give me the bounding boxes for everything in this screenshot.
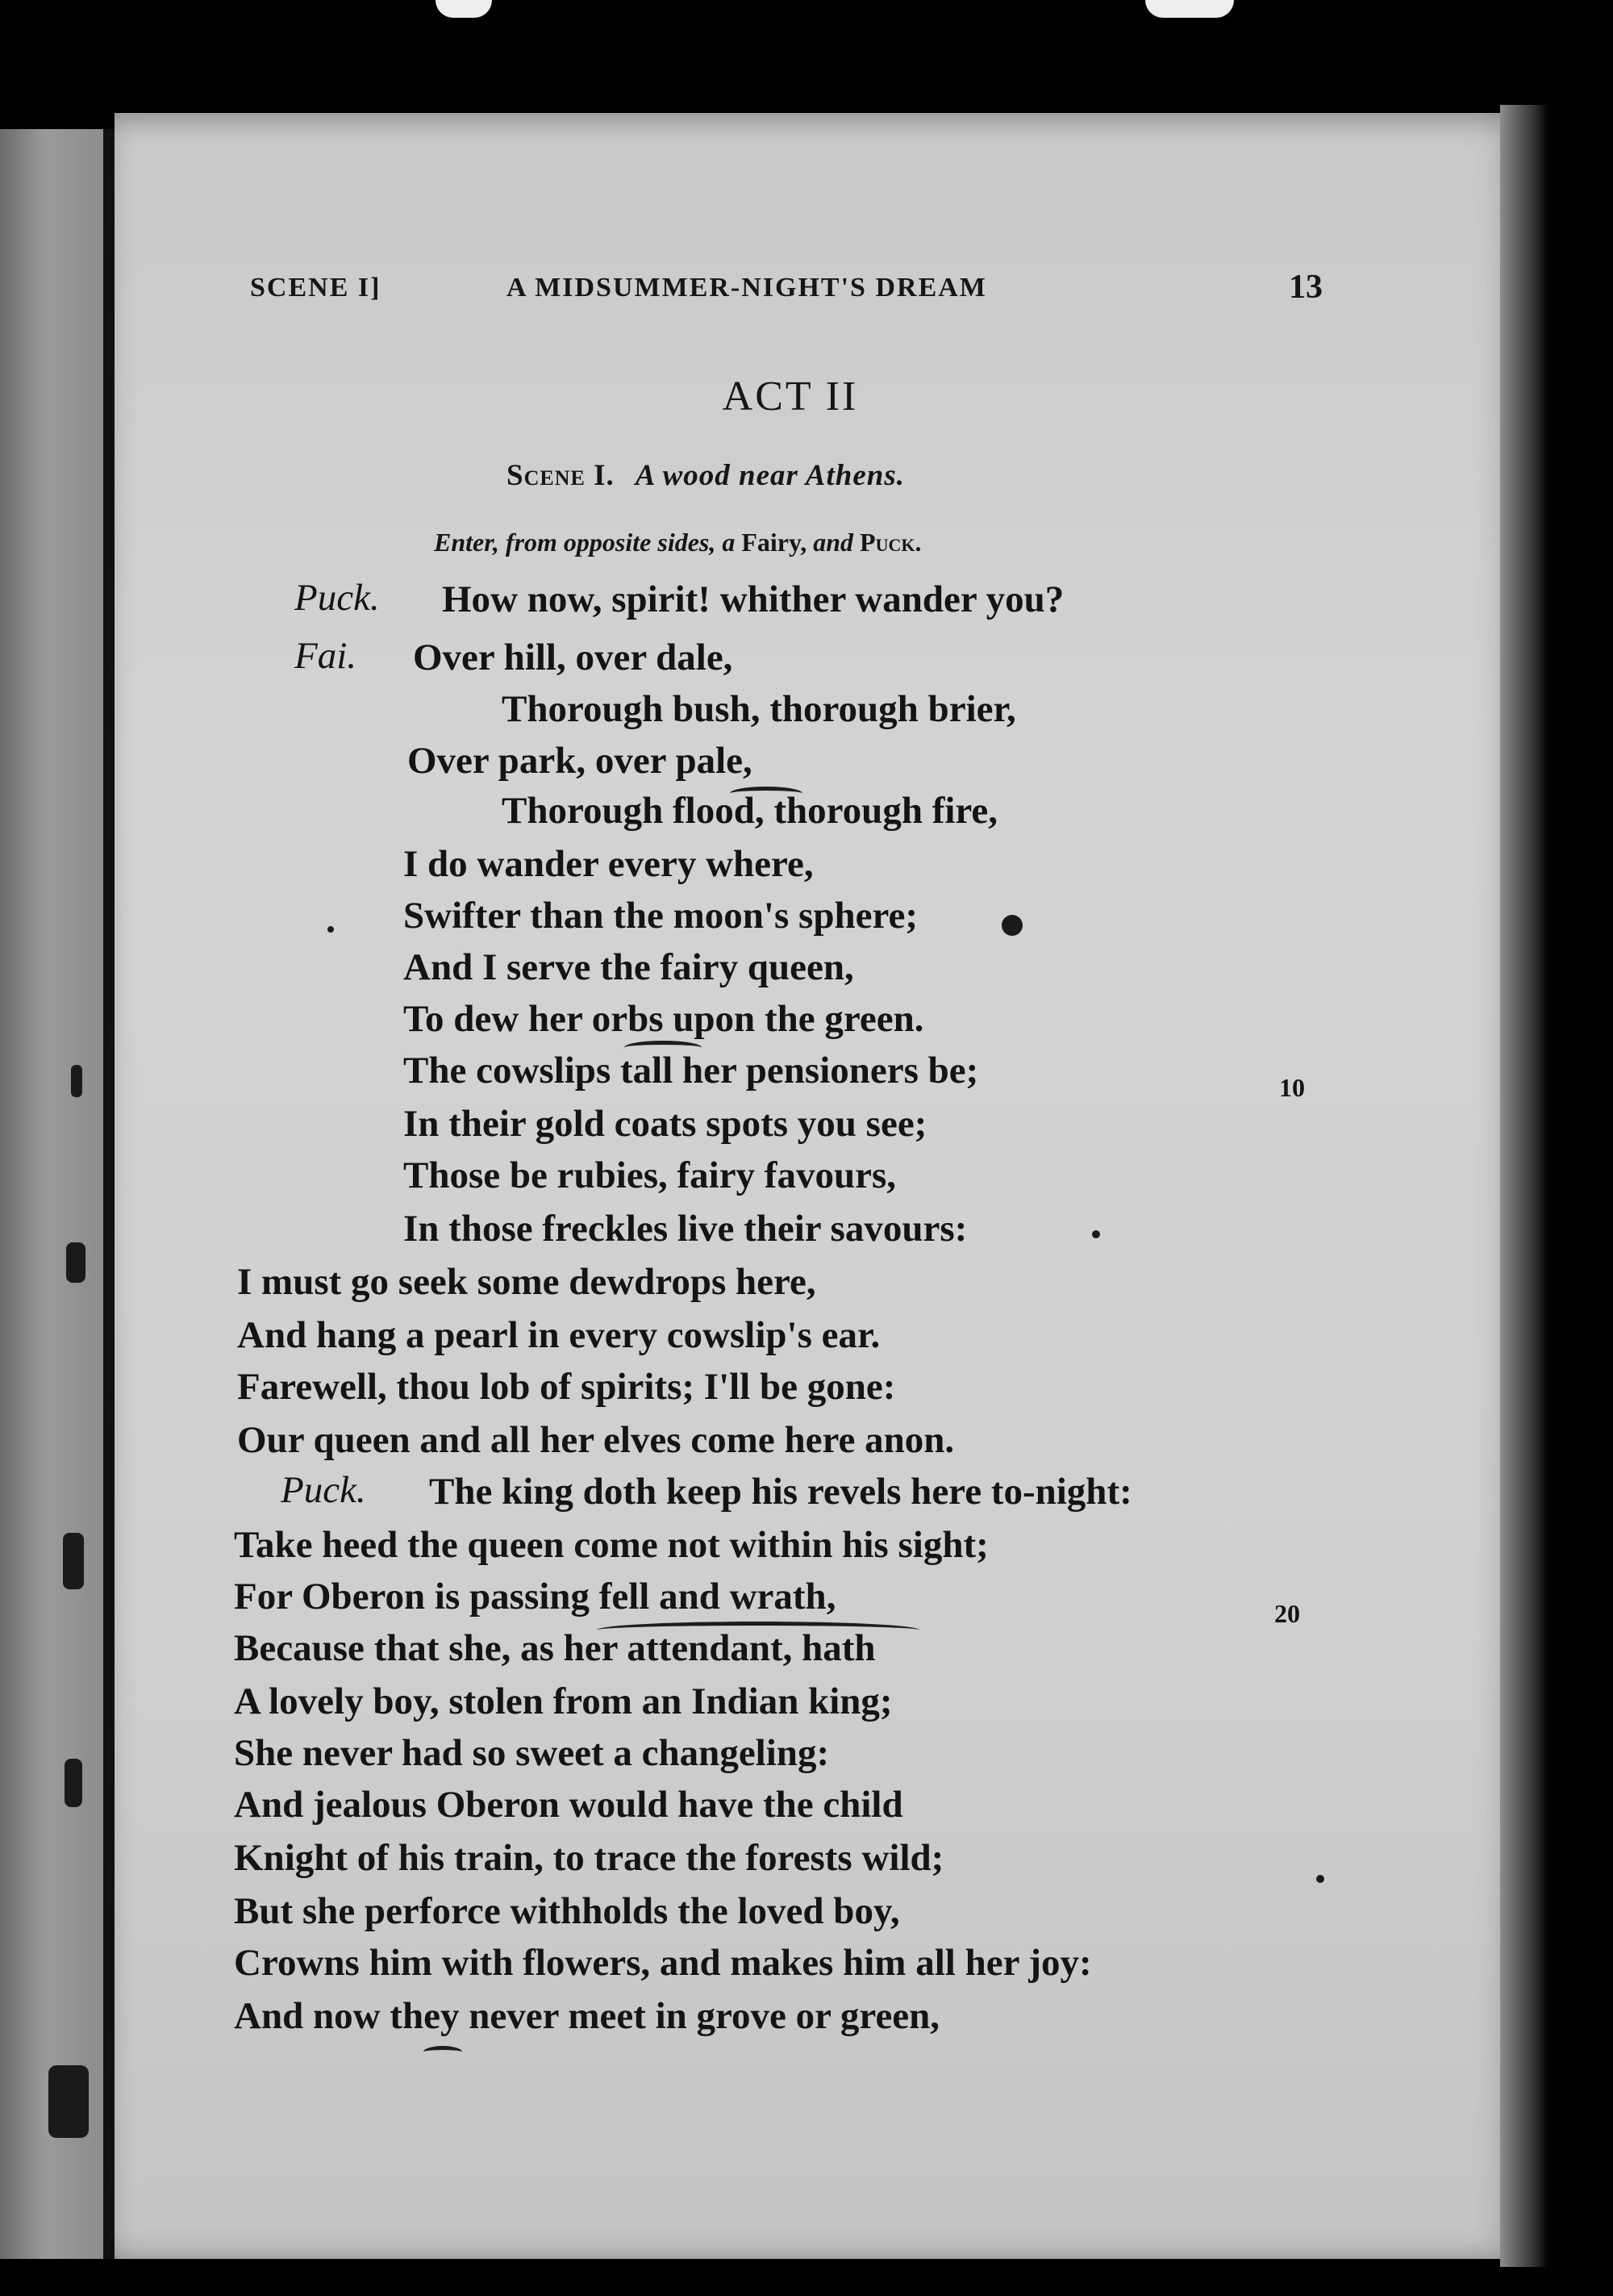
running-head-title: A MIDSUMMER-NIGHT'S DREAM: [506, 273, 987, 303]
ink-mark: [65, 1759, 82, 1807]
verse-line: Knight of his train, to trace the forests wild;: [234, 1837, 944, 1879]
verse-line: Swifter than the moon's sphere;: [403, 895, 918, 937]
verse-line: And now they never meet in grove or green,: [234, 1995, 940, 2037]
verse-line: I do wander every where,: [403, 843, 814, 885]
pencil-underline: [730, 787, 802, 800]
ink-mark: [327, 926, 334, 933]
ink-mark: [71, 1065, 82, 1097]
verse-line: In those freckles live their savours:: [403, 1208, 968, 1250]
pencil-underline: [624, 1041, 702, 1054]
page-number: 13: [1289, 269, 1323, 306]
verse-line: How now, spirit! whither wander you?: [442, 578, 1065, 620]
scene-label: Scene I.: [506, 459, 615, 492]
verse-line: The king doth keep his revels here to-night:: [429, 1471, 1132, 1513]
ink-mark: [66, 1242, 85, 1283]
page-edge-shadow: [1500, 105, 1548, 2267]
ink-mark: [63, 1533, 84, 1589]
verse-line: Crowns him with flowers, and makes him all her joy:: [234, 1942, 1092, 1984]
line-number: 20: [1274, 1599, 1300, 1628]
pencil-underline: [597, 1622, 919, 1639]
line-number: 10: [1279, 1073, 1305, 1102]
verse-line: Those be rubies, fairy favours,: [403, 1154, 896, 1196]
verse-line: And I serve the fairy queen,: [403, 946, 854, 988]
scan-artifact: [436, 0, 492, 18]
ink-mark: [1316, 1875, 1324, 1883]
page-gutter: [103, 129, 115, 2259]
verse-line: Thorough bush, thorough brier,: [502, 688, 1016, 730]
verse-line: Take heed the queen come not within his sight;: [234, 1524, 989, 1566]
running-head-scene: SCENE I]: [250, 273, 381, 303]
ink-mark: [1092, 1230, 1100, 1238]
speaker-fairy: Fai.: [294, 635, 357, 677]
speaker-puck: Puck.: [281, 1469, 366, 1511]
verse-line: Thorough flood, thorough fire,: [502, 790, 998, 832]
scene-heading: [506, 458, 905, 493]
verse-line: Our queen and all her elves come here anon.: [237, 1419, 955, 1461]
verse-line: To dew her orbs upon the green.: [403, 998, 924, 1040]
verse-line: Over hill, over dale,: [413, 637, 733, 678]
verse-line: In their gold coats spots you see;: [403, 1103, 927, 1145]
stage-direction: Enter, from opposite sides, a Fairy, and Puck.: [434, 528, 922, 557]
verse-line: Farewell, thou lob of spirits; I'll be gone:: [237, 1366, 896, 1408]
verse-line: A lovely boy, stolen from an Indian king;: [234, 1680, 893, 1722]
act-heading: ACT II: [722, 374, 859, 420]
running-head: [250, 269, 1323, 313]
verse-line: Over park, over pale,: [407, 740, 752, 782]
verse-line: Because that she, as her attendant, hath: [234, 1627, 876, 1669]
verse-line: For Oberon is passing fell and wrath,: [234, 1576, 836, 1618]
verse-line: And hang a pearl in every cowslip's ear.: [237, 1314, 881, 1356]
pencil-underline: [423, 2046, 462, 2058]
verse-line: I must go seek some dewdrops here,: [237, 1261, 816, 1303]
verse-line: The cowslips tall her pensioners be;: [403, 1050, 979, 1092]
scan-artifact: [1145, 0, 1234, 18]
ink-mark: [1002, 915, 1023, 936]
scene-location: A wood near Athens.: [635, 459, 905, 492]
verse-line: And jealous Oberon would have the child: [234, 1784, 903, 1826]
facing-page-edge: [0, 129, 113, 2259]
verse-line: But she perforce withholds the loved boy,: [234, 1890, 900, 1932]
speaker-puck: Puck.: [294, 577, 380, 619]
verse-line: She never had so sweet a changeling:: [234, 1732, 830, 1774]
ink-mark: [48, 2065, 89, 2138]
